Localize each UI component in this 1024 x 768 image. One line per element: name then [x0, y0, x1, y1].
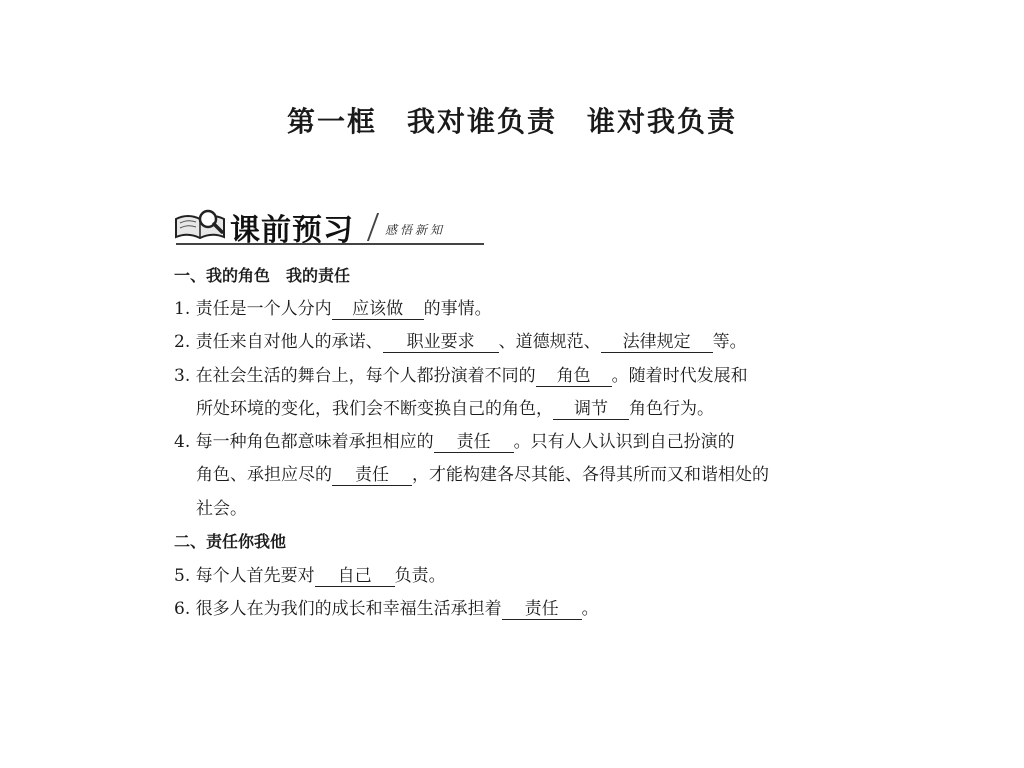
banner-title: 课前预习	[230, 213, 354, 248]
q4-answer-blank-1: 责任	[434, 432, 514, 453]
q4-text-line1-end: 。只有人人认识到自己扮演的	[513, 432, 735, 452]
question-3-line-2	[196, 397, 714, 421]
q2-text: 2. 责任来自对他人的承诺、	[174, 332, 383, 352]
page-title: 第一框 我对谁负责 谁对我负责	[286, 105, 737, 138]
section-heading-1: 一、我的角色 我的责任	[174, 266, 351, 285]
q3-text: 3. 在社会生活的舞台上，每个人都扮演着不同的	[174, 366, 536, 386]
question-3-line-1	[174, 364, 748, 388]
question-2	[174, 330, 747, 354]
q1-text-end: 的事情。	[423, 299, 492, 319]
q2-text-mid: 、道德规范、	[498, 332, 601, 352]
q6-text: 6. 很多人在为我们的成长和幸福生活承担着	[174, 599, 502, 619]
section-heading-2: 二、责任你我他	[174, 532, 287, 551]
q4-text-line2: 角色、承担应尽的	[196, 465, 332, 485]
q4-text-line2-end: ，才能构建各尽其能、各得其所而又和谐相处的	[412, 465, 769, 485]
question-4-line-2	[196, 463, 769, 487]
q4-answer-blank-2: 责任	[332, 465, 412, 486]
q6-text-end: 。	[581, 599, 599, 619]
question-4-line-3: 社会。	[196, 499, 247, 519]
q2-answer-blank-2: 法律规定	[601, 332, 713, 353]
banner-underline	[176, 243, 484, 245]
q5-answer-blank: 自己	[315, 566, 395, 587]
q3-text-line1-end: 。随着时代发展和	[611, 366, 748, 386]
q2-answer-blank-1: 职业要求	[383, 332, 499, 353]
q3-answer-blank-2: 调节	[553, 399, 629, 420]
book-magnifier-icon	[172, 207, 228, 243]
q4-text: 4. 每一种角色都意味着承担相应的	[174, 432, 434, 452]
q3-answer-blank-1: 角色	[536, 366, 612, 387]
question-5	[174, 564, 446, 588]
banner-subtitle: 感悟新知	[385, 223, 446, 237]
q1-answer-blank: 应该做	[332, 299, 424, 320]
q3-text-line2-end: 角色行为。	[629, 399, 714, 419]
question-1	[174, 297, 492, 321]
q5-text: 5. 每个人首先要对	[174, 566, 315, 586]
q5-text-end: 负责。	[394, 566, 446, 586]
question-4-line-1	[174, 430, 735, 454]
question-6	[174, 597, 599, 621]
q6-answer-blank: 责任	[502, 599, 582, 620]
q2-text-end: 等。	[712, 332, 747, 352]
q1-text: 1. 责任是一个人分内	[174, 299, 332, 319]
q3-text-line2: 所处环境的变化，我们会不断变换自己的角色，	[196, 399, 553, 419]
section-banner	[172, 203, 484, 249]
